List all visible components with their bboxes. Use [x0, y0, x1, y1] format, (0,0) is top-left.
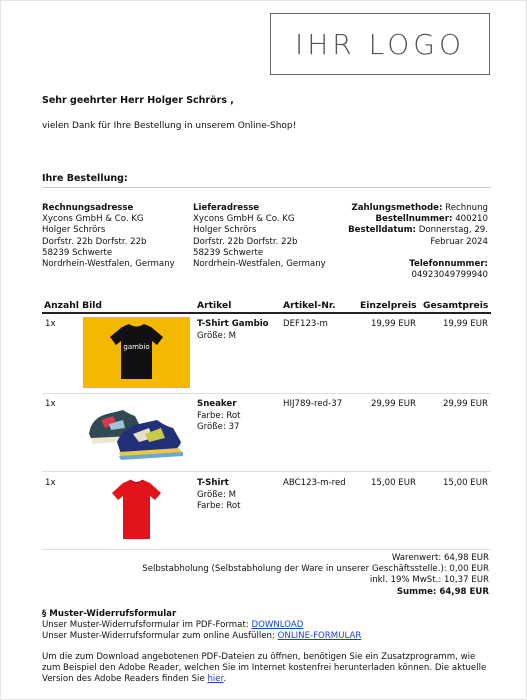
pdf-row [42, 620, 361, 631]
row-unit-price: 19,99 EUR [370, 319, 416, 329]
phone-label: Telefonnummer: [409, 258, 488, 269]
order-number-value: 400210 [455, 214, 488, 225]
row-separator [42, 549, 491, 550]
here-link[interactable]: hier [207, 674, 224, 685]
shipping-line: Nordrhein-Westfalen, Germany [193, 259, 326, 270]
col-total-price: Gesamtpreis [423, 300, 489, 311]
row-total-price: 15,00 EUR [442, 478, 488, 488]
row-qty: 1x [45, 319, 56, 329]
footer-note [42, 652, 486, 686]
row-article-name: Sneaker [197, 399, 237, 409]
col-article: Artikel [197, 300, 232, 311]
row-unit-price: 15,00 EUR [370, 478, 416, 488]
billing-address [42, 203, 175, 270]
order-number-label: Bestellnummer: [375, 214, 453, 225]
red-tshirt-image [83, 475, 190, 546]
payment-method-value: Rechnung [445, 203, 488, 213]
col-qty-image: Anzahl Bild [44, 300, 102, 311]
row-unit-price: 29,99 EUR [370, 399, 416, 409]
row-sku: HIJ789-red-37 [283, 399, 343, 409]
spacer [308, 248, 488, 259]
row-total-price: 29,99 EUR [442, 399, 488, 409]
row-sku: DEF123-m [283, 319, 328, 329]
payment-info [308, 203, 488, 281]
phone-value: 04923049799940 [411, 270, 488, 281]
row-total-price: 19,99 EUR [442, 319, 488, 329]
download-link[interactable]: DOWNLOAD [251, 620, 304, 631]
pdf-text: Unser Muster-Widerrufsformular im PDF-Format: [42, 620, 249, 631]
sum-row [142, 587, 489, 598]
order-number-row [308, 214, 488, 225]
shipping-heading: Lieferadresse [193, 203, 260, 213]
payment-method-row [308, 203, 488, 214]
billing-line: Dorfstr. 22b Dorfstr. 22b [42, 236, 147, 247]
row-attr: Größe: M [197, 331, 237, 341]
logo-placeholder [270, 13, 490, 75]
sum-label: Summe: [396, 586, 437, 597]
row-separator [42, 471, 491, 472]
row-qty: 1x [45, 399, 56, 409]
thanks-text: vielen Dank für Ihre Bestellung in unserem Online-Shop! [42, 121, 297, 131]
online-form-link[interactable]: ONLINE-FORMULAR [277, 631, 362, 642]
sum-value: 64,98 EUR [439, 586, 489, 597]
tshirt-print-text: gambio [123, 343, 150, 351]
logo-text: IHR LOGO [294, 27, 466, 61]
row-sku: ABC123-m-red [283, 478, 346, 488]
online-row [42, 631, 361, 642]
sneaker-image [83, 394, 190, 465]
row-qty: 1x [45, 478, 56, 488]
row-article-name: T-Shirt [197, 478, 229, 488]
red-tshirt-graphic [83, 475, 190, 546]
row-article-name: T-Shirt Gambio [197, 319, 269, 329]
order-date-label: Bestelldatum: [348, 225, 416, 236]
greeting: Sehr geehrter Herr Holger Schrörs , [42, 95, 234, 106]
billing-line: 58239 Schwerte [42, 247, 113, 258]
col-article-no: Artikel-Nr. [283, 300, 336, 311]
totals-block [142, 553, 489, 598]
order-date-value: Donnerstag, 29. [418, 225, 488, 236]
order-heading: Ihre Bestellung: [42, 173, 128, 184]
footer-end: . [223, 674, 227, 685]
row-attr: Farbe: Rot [197, 501, 241, 511]
footer-line: zum Beispiel den Adobe Reader, welchen Sie im Internet kostenfrei herunterladen können. Die aktuelle [42, 663, 487, 674]
shipping-cost: Selbstabholung (Selbstabholung der Ware in unserer Geschäftsstelle.): 0,00 EUR [142, 564, 489, 575]
sneaker-graphic [83, 394, 190, 465]
black-tshirt-image [83, 317, 190, 388]
table-header-line [42, 312, 491, 314]
payment-method-label: Zahlungsmethode: [351, 203, 443, 213]
row-attr: Größe: 37 [197, 422, 240, 432]
order-date-row [308, 225, 488, 236]
billing-line: Holger Schrörs [42, 225, 106, 236]
billing-line: Xycons GmbH & Co. KG [42, 214, 144, 225]
order-date-value-2: Februar 2024 [430, 236, 488, 247]
billing-line: Nordrhein-Westfalen, Germany [42, 259, 175, 270]
divider [42, 187, 491, 188]
shipping-line: Xycons GmbH & Co. KG [193, 214, 295, 225]
footer-text: Version des Adobe Readers finden Sie [42, 674, 205, 685]
footer-line: Um die zum Download angebotenen PDF-Dateien zu öffnen, benötigen Sie ein Zusatzprogramm, wie [42, 652, 476, 662]
row-attr: Farbe: Rot [197, 411, 241, 421]
footer-line-3 [42, 674, 486, 685]
shipping-address [193, 203, 326, 270]
billing-heading: Rechnungsadresse [42, 203, 134, 213]
withdrawal-heading: § Muster-Widerrufsformular [42, 609, 177, 619]
vat-amount: inkl. 19% MwSt.: 10,37 EUR [369, 575, 489, 586]
shipping-line: 58239 Schwerte [193, 247, 264, 258]
shipping-line: Holger Schrörs [193, 225, 257, 236]
black-tshirt-graphic [83, 317, 190, 388]
online-text: Unser Muster-Widerrufsformular zum online Ausfüllen: [42, 631, 275, 642]
col-unit-price: Einzelpreis [360, 300, 417, 311]
goods-value: Warenwert: 64,98 EUR [391, 553, 489, 563]
withdrawal-section [42, 609, 361, 643]
row-attr: Größe: M [197, 490, 237, 500]
shipping-line: Dorfstr. 22b Dorfstr. 22b [193, 236, 298, 247]
